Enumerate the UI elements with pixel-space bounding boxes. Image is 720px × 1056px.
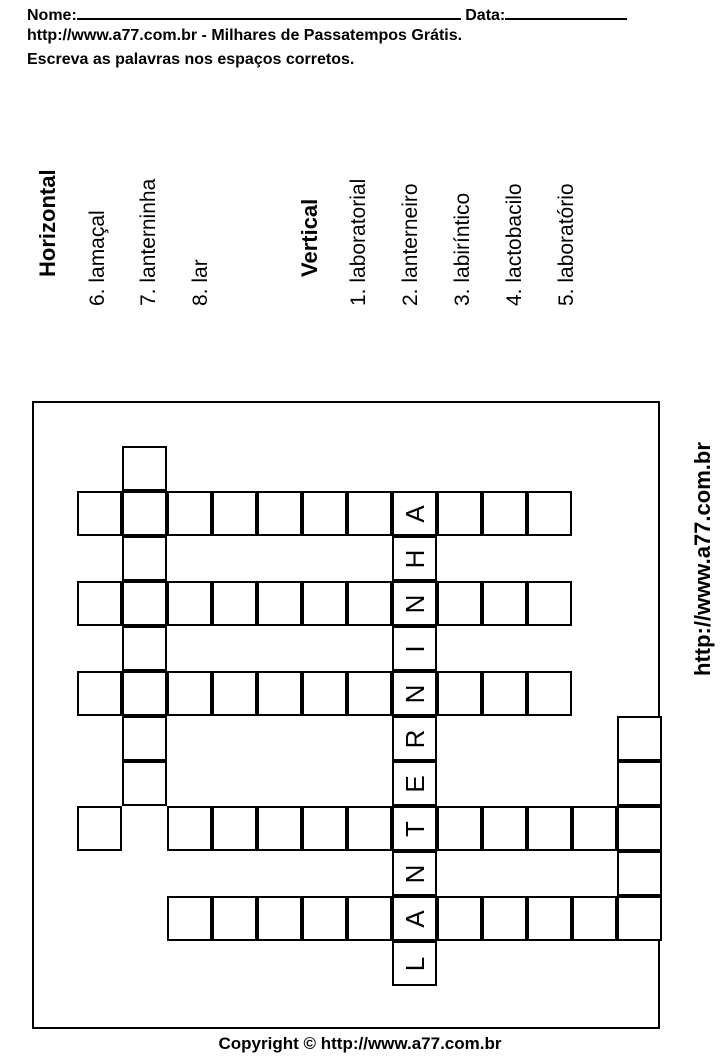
grid-cell[interactable] xyxy=(572,896,617,941)
grid-cell[interactable] xyxy=(257,806,302,851)
grid-cell[interactable] xyxy=(122,671,167,716)
grid-cell[interactable] xyxy=(302,806,347,851)
name-date-line xyxy=(27,3,627,26)
grid-cell[interactable] xyxy=(122,626,167,671)
grid-cell[interactable] xyxy=(167,671,212,716)
grid-cell[interactable] xyxy=(257,896,302,941)
grid-cell[interactable] xyxy=(527,581,572,626)
grid-cell[interactable] xyxy=(437,806,482,851)
grid-cell[interactable] xyxy=(617,806,662,851)
grid-cell[interactable] xyxy=(617,896,662,941)
grid-cell[interactable] xyxy=(347,581,392,626)
vertical-clue: 5. laboratório xyxy=(555,183,578,306)
grid-cell[interactable] xyxy=(482,896,527,941)
grid-cell[interactable] xyxy=(392,941,437,986)
solution-letter: R xyxy=(399,729,430,748)
solution-letter: N xyxy=(399,594,430,613)
grid-cell[interactable] xyxy=(392,536,437,581)
grid-cell[interactable] xyxy=(527,806,572,851)
side-url: http://www.a77.com.br xyxy=(690,442,715,676)
grid-cell[interactable] xyxy=(122,761,167,806)
solution-letter: N xyxy=(399,684,430,703)
grid-cell[interactable] xyxy=(392,806,437,851)
grid-cell[interactable] xyxy=(392,896,437,941)
solution-letter: A xyxy=(399,504,430,523)
grid-cell[interactable] xyxy=(527,671,572,716)
grid-cell[interactable] xyxy=(257,671,302,716)
copyright: Copyright © http://www.a77.com.br xyxy=(218,1034,502,1053)
grid-cell[interactable] xyxy=(302,581,347,626)
solution-letter: L xyxy=(399,956,430,971)
grid-cell[interactable] xyxy=(392,626,437,671)
grid-cell[interactable] xyxy=(122,536,167,581)
site-line: http://www.a77.com.br - Milhares de Passatempos Grátis. xyxy=(27,27,463,44)
grid-cell[interactable] xyxy=(122,716,167,761)
solution-letter: N xyxy=(399,864,430,883)
vertical-clue: 1. laboratorial xyxy=(347,178,370,306)
grid-cell[interactable] xyxy=(617,716,662,761)
grid-cell[interactable] xyxy=(122,581,167,626)
grid-cell[interactable] xyxy=(212,806,257,851)
solution-letter: A xyxy=(399,909,430,928)
grid-cell[interactable] xyxy=(167,896,212,941)
grid-cell[interactable] xyxy=(167,491,212,536)
grid-cell[interactable] xyxy=(392,671,437,716)
grid-cell[interactable] xyxy=(122,491,167,536)
grid-cell[interactable] xyxy=(527,896,572,941)
date-field[interactable] xyxy=(505,3,627,20)
grid-cell[interactable] xyxy=(392,851,437,896)
grid-cell[interactable] xyxy=(482,806,527,851)
horizontal-clue: 6. lamaçal xyxy=(86,210,109,306)
grid-cell[interactable] xyxy=(302,896,347,941)
grid-cell[interactable] xyxy=(482,491,527,536)
grid-cell[interactable] xyxy=(257,491,302,536)
grid-cell[interactable] xyxy=(122,446,167,491)
grid-cell[interactable] xyxy=(482,581,527,626)
solution-letter: H xyxy=(399,549,430,568)
grid-cell[interactable] xyxy=(392,581,437,626)
grid-cell[interactable] xyxy=(392,491,437,536)
vertical-clue: 4. lactobacilo xyxy=(503,183,526,306)
instruction-text: Escreva as palavras nos espaços corretos. xyxy=(27,51,355,68)
grid-cell[interactable] xyxy=(572,806,617,851)
grid-cell[interactable] xyxy=(437,671,482,716)
horizontal-title: Horizontal xyxy=(35,169,60,277)
grid-cell[interactable] xyxy=(617,761,662,806)
grid-cell[interactable] xyxy=(167,581,212,626)
grid-cell[interactable] xyxy=(617,851,662,896)
grid-cell[interactable] xyxy=(392,716,437,761)
grid-cell[interactable] xyxy=(77,806,122,851)
grid-cell[interactable] xyxy=(437,491,482,536)
grid-cell[interactable] xyxy=(437,896,482,941)
vertical-title: Vertical xyxy=(297,198,322,277)
grid-cell[interactable] xyxy=(212,581,257,626)
solution-letter: T xyxy=(399,820,430,837)
grid-cell[interactable] xyxy=(212,491,257,536)
grid-cell[interactable] xyxy=(347,896,392,941)
grid-cell[interactable] xyxy=(77,491,122,536)
grid-cell[interactable] xyxy=(347,671,392,716)
solution-letter: I xyxy=(399,644,430,653)
grid-cell[interactable] xyxy=(77,671,122,716)
horizontal-clue: 7. lanterninha xyxy=(137,178,160,306)
grid-cell[interactable] xyxy=(257,581,302,626)
grid-cell[interactable] xyxy=(347,491,392,536)
solution-letter: E xyxy=(399,774,430,793)
grid-cell[interactable] xyxy=(212,896,257,941)
date-label: Data: xyxy=(465,7,506,24)
horizontal-clue: 8. lar xyxy=(189,259,212,306)
grid-cell[interactable] xyxy=(437,581,482,626)
grid-cell[interactable] xyxy=(302,671,347,716)
name-field[interactable] xyxy=(77,3,461,20)
grid-cell[interactable] xyxy=(347,806,392,851)
grid-cell[interactable] xyxy=(392,761,437,806)
grid-cell[interactable] xyxy=(302,491,347,536)
grid-cell[interactable] xyxy=(77,581,122,626)
grid-cell[interactable] xyxy=(482,671,527,716)
name-label: Nome: xyxy=(27,7,77,24)
grid-cell[interactable] xyxy=(212,671,257,716)
grid-cell[interactable] xyxy=(527,491,572,536)
vertical-clue: 2. lanterneiro xyxy=(399,183,422,306)
grid-cell[interactable] xyxy=(167,806,212,851)
vertical-clue: 3. labiríntico xyxy=(451,192,474,306)
